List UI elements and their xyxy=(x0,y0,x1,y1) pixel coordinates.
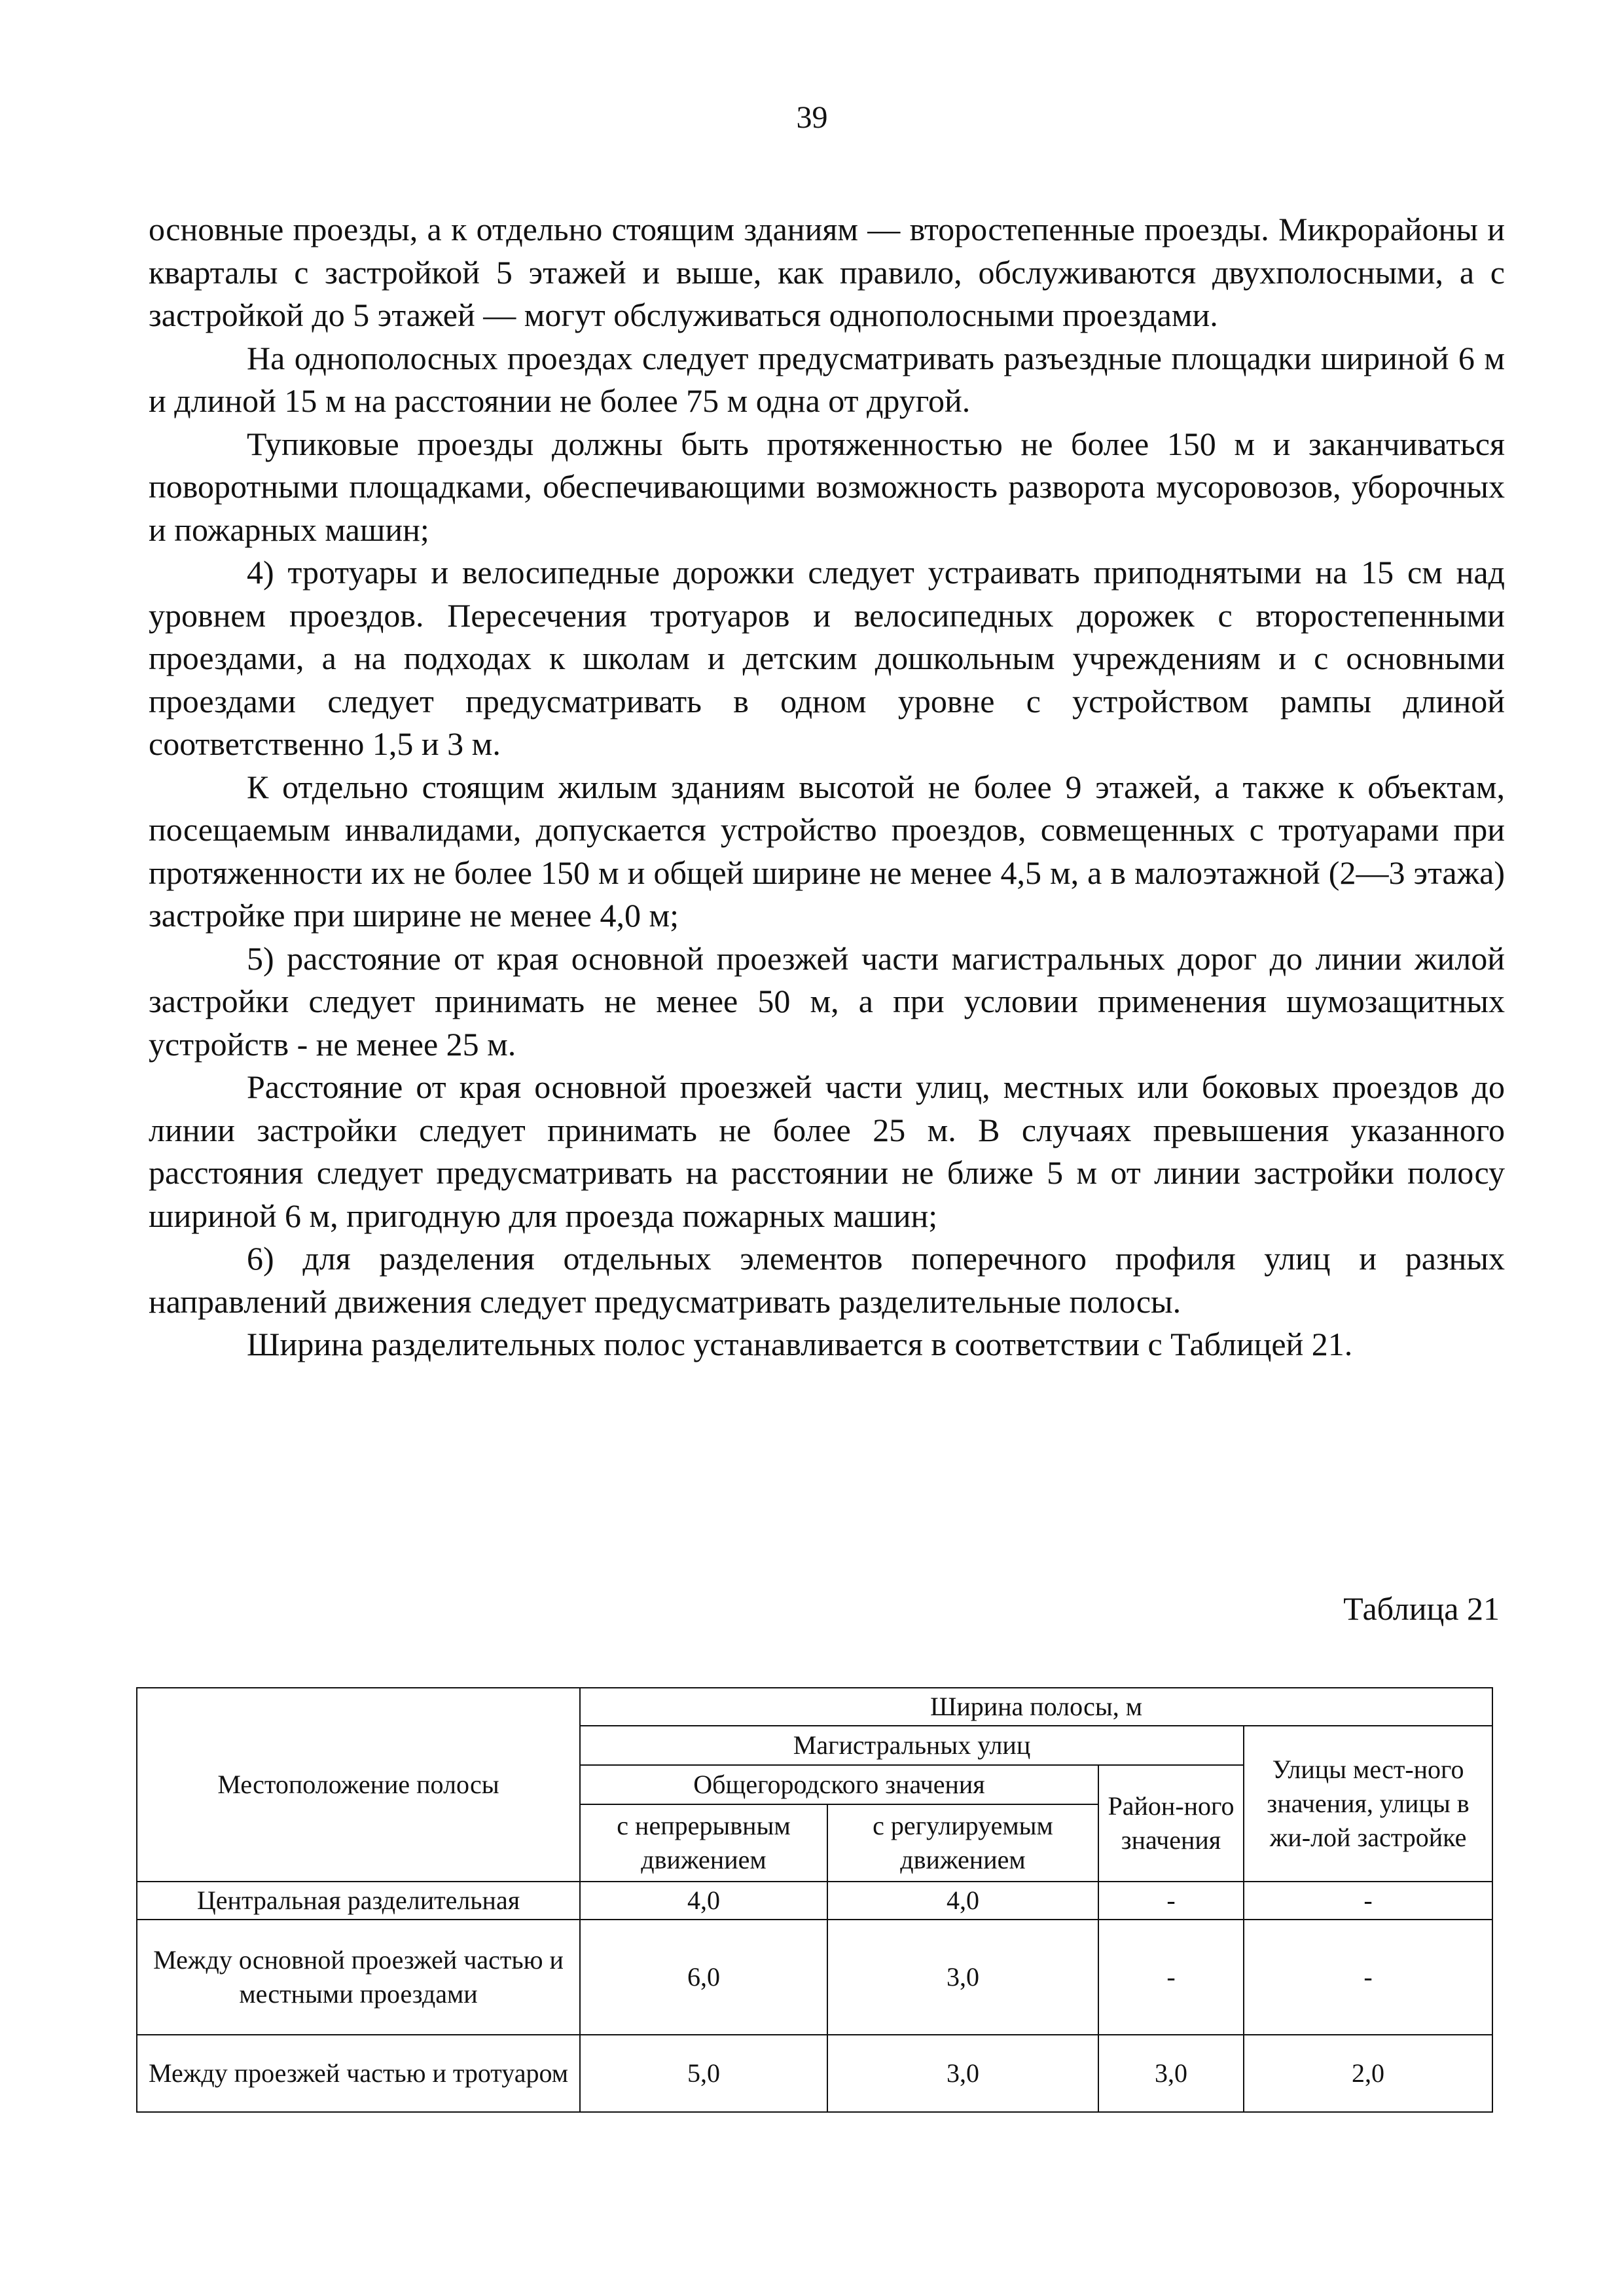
paragraph: 4) тротуары и велосипедные дорожки следует устраивать приподнятыми на 15 см над уровнем проездов. Пересечения тротуаров и велосипедных дорожек с второстепенными проездами, а на подходах к школам и детским дошкольным учреждениям и с основными проездами следует предусматривать в одном уровне с устройством рампы длиной соответственно 1,5 и 3 м. xyxy=(149,554,1505,762)
cell-value: 6,0 xyxy=(580,1920,827,2035)
cell-value: 3,0 xyxy=(827,1920,1098,2035)
header-local: Улицы мест-ного значения, улицы в жи-лой застройке xyxy=(1244,1726,1492,1882)
row-label: Между основной проезжей частью и местными проездами xyxy=(137,1920,580,2035)
data-table xyxy=(136,1687,1493,2113)
paragraph: К отдельно стоящим жилым зданиям высотой не более 9 этажей, а также к объектам, посещаемым инвалидами, допускается устройство проездов, совмещенных с тротуарами при протяженности их не более 150 м и общей ширине не менее 4,5 м, а в малоэтажной (2—3 этажа) застройке при ширине не менее 4,0 м; xyxy=(149,768,1505,934)
table-caption: Таблица 21 xyxy=(1343,1590,1500,1627)
row-label: Центральная разделительная xyxy=(137,1882,580,1920)
cell-value: 4,0 xyxy=(827,1882,1098,1920)
header-district: Район-ного значения xyxy=(1098,1765,1244,1882)
page-number: 39 xyxy=(796,100,828,135)
paragraph: На однополосных проездах следует предусматривать разъездные площадки шириной 6 м и длиной 15 м на расстоянии не более 75 м одна от другой. xyxy=(149,339,1505,419)
header-width: Ширина полосы, м xyxy=(580,1688,1492,1726)
paragraph: 6) для разделения отдельных элементов поперечного профиля улиц и разных направлений движения следует предусматривать разделительные полосы. xyxy=(149,1240,1505,1320)
paragraph: 5) расстояние от края основной проезжей части магистральных дорог до линии жилой застройки следует принимать не менее 50 м, а при условии применения шумозащитных устройств - не менее 25 м. xyxy=(149,939,1505,1063)
cell-value: 3,0 xyxy=(1098,2035,1244,2112)
header-arterial: Магистральных улиц xyxy=(580,1726,1244,1765)
cell-value: 4,0 xyxy=(580,1882,827,1920)
cell-value: - xyxy=(1244,1882,1492,1920)
paragraph: Ширина разделительных полос устанавливается в соответствии с Таблицей 21. xyxy=(247,1326,1353,1362)
cell-value: 2,0 xyxy=(1244,2035,1492,2112)
paragraph: Расстояние от края основной проезжей части улиц, местных или боковых проездов до линии застройки следует принимать не более 25 м. В случаях превышения указанного расстояния следует предусматривать на расстоянии не ближе 5 м от линии застройки полосу шириной 6 м, пригодную для проезда пожарных машин; xyxy=(149,1068,1505,1234)
header-citywide: Общегородского значения xyxy=(580,1765,1098,1804)
cell-value: 5,0 xyxy=(580,2035,827,2112)
paragraph: основные проезды, а к отдельно стоящим зданиям — второстепенные проезды. Микрорайоны и кварталы с застройкой 5 этажей и выше, как правило, обслуживаются двухполосными, а с застройкой до 5 этажей — могут обслуживаться однополосными проездами. xyxy=(149,211,1505,333)
header-regulated: с регулируемым движением xyxy=(827,1804,1098,1882)
header-location: Местоположение полосы xyxy=(137,1688,580,1882)
cell-value: 3,0 xyxy=(827,2035,1098,2112)
header-continuous: с непрерывным движением xyxy=(580,1804,827,1882)
table-row xyxy=(137,1882,1492,1920)
table-row xyxy=(137,2035,1492,2112)
cell-value: - xyxy=(1098,1882,1244,1920)
cell-value: - xyxy=(1098,1920,1244,2035)
paragraph: Тупиковые проезды должны быть протяженностью не более 150 м и заканчиваться поворотными площадками, обеспечивающими возможность разворота мусоровозов, уборочных и пожарных машин; xyxy=(149,425,1505,548)
body-text xyxy=(149,208,1505,1366)
table-row xyxy=(137,1920,1492,2035)
cell-value: - xyxy=(1244,1920,1492,2035)
row-label: Между проезжей частью и тротуаром xyxy=(137,2035,580,2112)
